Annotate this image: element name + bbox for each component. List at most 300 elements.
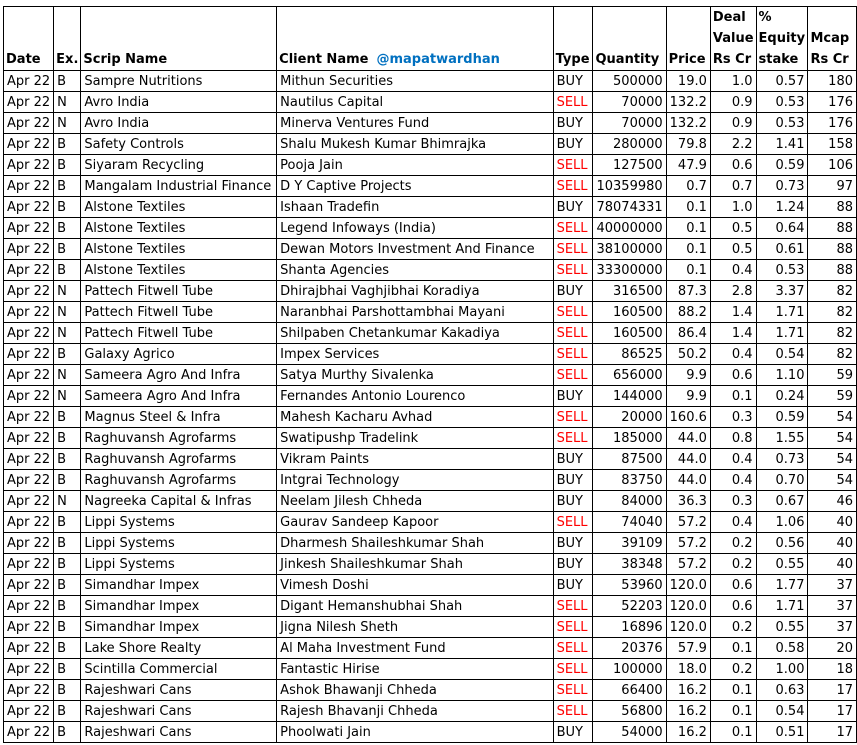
cell-client: Al Maha Investment Fund — [277, 638, 553, 659]
cell-scrip: Avro India — [81, 113, 277, 134]
cell-exchange: B — [54, 407, 81, 428]
cell-deal-value: 0.2 — [710, 554, 756, 575]
cell-mcap: 40 — [808, 533, 857, 554]
cell-deal-value: 0.6 — [710, 155, 756, 176]
cell-client: Neelam Jilesh Chheda — [277, 491, 553, 512]
table-row — [4, 71, 857, 92]
cell-exchange: B — [54, 638, 81, 659]
cell-deal-value: 0.2 — [710, 659, 756, 680]
cell-scrip: Sampre Nutritions — [81, 71, 277, 92]
cell-mcap: 176 — [808, 92, 857, 113]
cell-exchange: B — [54, 659, 81, 680]
cell-exchange: B — [54, 680, 81, 701]
cell-quantity: 185000 — [593, 428, 666, 449]
cell-scrip: Pattech Fitwell Tube — [81, 281, 277, 302]
cell-scrip: Pattech Fitwell Tube — [81, 323, 277, 344]
cell-quantity: 70000 — [593, 92, 666, 113]
cell-date: Apr 22 — [4, 449, 54, 470]
cell-deal-value: 0.4 — [710, 512, 756, 533]
cell-quantity: 500000 — [593, 71, 666, 92]
cell-type: SELL — [553, 365, 593, 386]
header-mcap: Mcap Rs Cr — [808, 7, 857, 71]
twitter-handle: @mapatwardhan — [376, 52, 500, 67]
cell-type: BUY — [553, 533, 593, 554]
cell-type: BUY — [553, 554, 593, 575]
cell-mcap: 20 — [808, 638, 857, 659]
table-row — [4, 386, 857, 407]
cell-equity-stake: 0.24 — [756, 386, 808, 407]
cell-date: Apr 22 — [4, 134, 54, 155]
cell-scrip: Lake Shore Realty — [81, 638, 277, 659]
header-date: Date — [4, 7, 54, 71]
cell-equity-stake: 1.55 — [756, 428, 808, 449]
cell-exchange: B — [54, 218, 81, 239]
cell-type: SELL — [553, 659, 593, 680]
block-deals-table — [3, 6, 857, 743]
cell-type: SELL — [553, 638, 593, 659]
table-row — [4, 113, 857, 134]
cell-client: Minerva Ventures Fund — [277, 113, 553, 134]
cell-deal-value: 0.1 — [710, 722, 756, 743]
header-type: Type — [553, 7, 593, 71]
header-client-label: Client Name — [279, 52, 369, 67]
header-equity-stake: % Equity stake — [756, 7, 808, 71]
cell-price: 120.0 — [666, 617, 710, 638]
table-row — [4, 176, 857, 197]
cell-scrip: Sameera Agro And Infra — [81, 365, 277, 386]
cell-date: Apr 22 — [4, 365, 54, 386]
cell-equity-stake: 0.51 — [756, 722, 808, 743]
cell-date: Apr 22 — [4, 386, 54, 407]
cell-scrip: Rajeshwari Cans — [81, 701, 277, 722]
cell-client: Gaurav Sandeep Kapoor — [277, 512, 553, 533]
cell-equity-stake: 1.71 — [756, 323, 808, 344]
cell-quantity: 144000 — [593, 386, 666, 407]
cell-deal-value: 0.7 — [710, 176, 756, 197]
cell-date: Apr 22 — [4, 638, 54, 659]
cell-scrip: Lippi Systems — [81, 533, 277, 554]
cell-scrip: Safety Controls — [81, 134, 277, 155]
cell-date: Apr 22 — [4, 428, 54, 449]
cell-mcap: 17 — [808, 701, 857, 722]
cell-type: BUY — [553, 470, 593, 491]
cell-price: 0.1 — [666, 218, 710, 239]
cell-price: 57.9 — [666, 638, 710, 659]
cell-equity-stake: 0.64 — [756, 218, 808, 239]
cell-date: Apr 22 — [4, 407, 54, 428]
cell-mcap: 88 — [808, 260, 857, 281]
cell-scrip: Pattech Fitwell Tube — [81, 302, 277, 323]
cell-quantity: 20000 — [593, 407, 666, 428]
cell-equity-stake: 1.24 — [756, 197, 808, 218]
cell-price: 132.2 — [666, 92, 710, 113]
cell-date: Apr 22 — [4, 323, 54, 344]
cell-mcap: 40 — [808, 512, 857, 533]
cell-date: Apr 22 — [4, 617, 54, 638]
cell-client: Naranbhai Parshottambhai Mayani — [277, 302, 553, 323]
cell-mcap: 82 — [808, 281, 857, 302]
table-row — [4, 428, 857, 449]
cell-mcap: 54 — [808, 449, 857, 470]
cell-mcap: 17 — [808, 680, 857, 701]
cell-equity-stake: 0.61 — [756, 239, 808, 260]
cell-exchange: B — [54, 575, 81, 596]
cell-deal-value: 0.6 — [710, 575, 756, 596]
table-row — [4, 512, 857, 533]
cell-date: Apr 22 — [4, 71, 54, 92]
table-row — [4, 260, 857, 281]
table-row — [4, 407, 857, 428]
cell-client: Shanta Agencies — [277, 260, 553, 281]
cell-type: SELL — [553, 176, 593, 197]
cell-equity-stake: 0.55 — [756, 554, 808, 575]
cell-equity-stake: 0.54 — [756, 344, 808, 365]
cell-quantity: 10359980 — [593, 176, 666, 197]
cell-scrip: Mangalam Industrial Finance — [81, 176, 277, 197]
cell-client: Dharmesh Shaileshkumar Shah — [277, 533, 553, 554]
cell-date: Apr 22 — [4, 680, 54, 701]
cell-deal-value: 0.4 — [710, 344, 756, 365]
cell-client: Impex Services — [277, 344, 553, 365]
cell-deal-value: 0.3 — [710, 491, 756, 512]
cell-quantity: 656000 — [593, 365, 666, 386]
cell-quantity: 160500 — [593, 302, 666, 323]
cell-date: Apr 22 — [4, 575, 54, 596]
cell-client: Jigna Nilesh Sheth — [277, 617, 553, 638]
cell-scrip: Rajeshwari Cans — [81, 722, 277, 743]
cell-price: 0.1 — [666, 239, 710, 260]
cell-scrip: Lippi Systems — [81, 554, 277, 575]
cell-quantity: 87500 — [593, 449, 666, 470]
cell-exchange: B — [54, 554, 81, 575]
table-row — [4, 218, 857, 239]
cell-type: SELL — [553, 323, 593, 344]
cell-deal-value: 0.2 — [710, 617, 756, 638]
cell-date: Apr 22 — [4, 722, 54, 743]
cell-deal-value: 0.9 — [710, 92, 756, 113]
cell-scrip: Alstone Textiles — [81, 260, 277, 281]
cell-mcap: 59 — [808, 386, 857, 407]
cell-exchange: N — [54, 491, 81, 512]
cell-quantity: 16896 — [593, 617, 666, 638]
cell-type: SELL — [553, 155, 593, 176]
cell-mcap: 88 — [808, 197, 857, 218]
cell-mcap: 37 — [808, 596, 857, 617]
table-row — [4, 722, 857, 743]
cell-type: SELL — [553, 701, 593, 722]
table-row — [4, 302, 857, 323]
cell-type: SELL — [553, 302, 593, 323]
cell-deal-value: 0.9 — [710, 113, 756, 134]
cell-equity-stake: 1.71 — [756, 302, 808, 323]
cell-price: 16.2 — [666, 722, 710, 743]
cell-type: SELL — [553, 407, 593, 428]
cell-client: D Y Captive Projects — [277, 176, 553, 197]
cell-equity-stake: 0.59 — [756, 407, 808, 428]
cell-date: Apr 22 — [4, 260, 54, 281]
cell-client: Shilpaben Chetankumar Kakadiya — [277, 323, 553, 344]
cell-type: BUY — [553, 71, 593, 92]
cell-quantity: 84000 — [593, 491, 666, 512]
cell-exchange: N — [54, 323, 81, 344]
cell-date: Apr 22 — [4, 596, 54, 617]
cell-date: Apr 22 — [4, 512, 54, 533]
cell-scrip: Simandhar Impex — [81, 596, 277, 617]
cell-mcap: 97 — [808, 176, 857, 197]
cell-client: Mahesh Kacharu Avhad — [277, 407, 553, 428]
cell-date: Apr 22 — [4, 302, 54, 323]
cell-mcap: 46 — [808, 491, 857, 512]
cell-quantity: 54000 — [593, 722, 666, 743]
table-row — [4, 596, 857, 617]
cell-equity-stake: 0.58 — [756, 638, 808, 659]
cell-quantity: 40000000 — [593, 218, 666, 239]
cell-deal-value: 1.0 — [710, 197, 756, 218]
cell-quantity: 86525 — [593, 344, 666, 365]
cell-scrip: Simandhar Impex — [81, 575, 277, 596]
cell-equity-stake: 0.67 — [756, 491, 808, 512]
cell-deal-value: 1.4 — [710, 323, 756, 344]
cell-price: 0.1 — [666, 260, 710, 281]
cell-type: BUY — [553, 722, 593, 743]
cell-quantity: 38100000 — [593, 239, 666, 260]
cell-exchange: B — [54, 155, 81, 176]
cell-date: Apr 22 — [4, 113, 54, 134]
cell-client: Rajesh Bhavanji Chheda — [277, 701, 553, 722]
cell-equity-stake: 0.63 — [756, 680, 808, 701]
cell-deal-value: 1.4 — [710, 302, 756, 323]
cell-exchange: B — [54, 344, 81, 365]
cell-deal-value: 0.5 — [710, 239, 756, 260]
table-row — [4, 470, 857, 491]
cell-client: Pooja Jain — [277, 155, 553, 176]
cell-type: SELL — [553, 680, 593, 701]
cell-price: 160.6 — [666, 407, 710, 428]
cell-equity-stake: 0.73 — [756, 449, 808, 470]
cell-exchange: B — [54, 71, 81, 92]
table-row — [4, 680, 857, 701]
cell-type: SELL — [553, 260, 593, 281]
cell-equity-stake: 3.37 — [756, 281, 808, 302]
cell-type: SELL — [553, 239, 593, 260]
cell-type: BUY — [553, 449, 593, 470]
table-row — [4, 554, 857, 575]
cell-date: Apr 22 — [4, 491, 54, 512]
cell-price: 9.9 — [666, 386, 710, 407]
cell-equity-stake: 0.59 — [756, 155, 808, 176]
table-row — [4, 239, 857, 260]
header-row — [4, 7, 857, 71]
cell-date: Apr 22 — [4, 554, 54, 575]
cell-date: Apr 22 — [4, 92, 54, 113]
cell-deal-value: 0.5 — [710, 218, 756, 239]
cell-deal-value: 1.0 — [710, 71, 756, 92]
cell-price: 57.2 — [666, 533, 710, 554]
cell-type: BUY — [553, 491, 593, 512]
cell-deal-value: 0.6 — [710, 596, 756, 617]
cell-scrip: Magnus Steel & Infra — [81, 407, 277, 428]
cell-price: 88.2 — [666, 302, 710, 323]
table-row — [4, 617, 857, 638]
cell-scrip: Lippi Systems — [81, 512, 277, 533]
header-price: Price — [666, 7, 710, 71]
cell-deal-value: 0.4 — [710, 470, 756, 491]
cell-quantity: 66400 — [593, 680, 666, 701]
cell-quantity: 100000 — [593, 659, 666, 680]
cell-exchange: N — [54, 302, 81, 323]
cell-mcap: 82 — [808, 323, 857, 344]
cell-deal-value: 0.3 — [710, 407, 756, 428]
cell-mcap: 37 — [808, 617, 857, 638]
cell-date: Apr 22 — [4, 155, 54, 176]
header-quantity: Quantity — [593, 7, 666, 71]
cell-mcap: 82 — [808, 302, 857, 323]
cell-quantity: 74040 — [593, 512, 666, 533]
cell-exchange: N — [54, 113, 81, 134]
cell-price: 0.1 — [666, 197, 710, 218]
cell-deal-value: 0.1 — [710, 680, 756, 701]
cell-exchange: B — [54, 239, 81, 260]
cell-price: 36.3 — [666, 491, 710, 512]
cell-date: Apr 22 — [4, 470, 54, 491]
cell-type: SELL — [553, 596, 593, 617]
table-row — [4, 575, 857, 596]
cell-deal-value: 0.8 — [710, 428, 756, 449]
cell-scrip: Raghuvansh Agrofarms — [81, 428, 277, 449]
cell-mcap: 18 — [808, 659, 857, 680]
cell-quantity: 280000 — [593, 134, 666, 155]
cell-scrip: Alstone Textiles — [81, 218, 277, 239]
cell-date: Apr 22 — [4, 281, 54, 302]
cell-type: BUY — [553, 575, 593, 596]
cell-mcap: 88 — [808, 239, 857, 260]
cell-quantity: 52203 — [593, 596, 666, 617]
cell-equity-stake: 0.53 — [756, 260, 808, 281]
cell-exchange: N — [54, 281, 81, 302]
cell-price: 44.0 — [666, 449, 710, 470]
cell-price: 16.2 — [666, 680, 710, 701]
cell-scrip: Nagreeka Capital & Infras — [81, 491, 277, 512]
cell-date: Apr 22 — [4, 218, 54, 239]
cell-mcap: 54 — [808, 428, 857, 449]
cell-exchange: B — [54, 722, 81, 743]
cell-exchange: B — [54, 176, 81, 197]
cell-equity-stake: 0.53 — [756, 113, 808, 134]
cell-equity-stake: 0.57 — [756, 71, 808, 92]
cell-scrip: Avro India — [81, 92, 277, 113]
cell-price: 79.8 — [666, 134, 710, 155]
cell-equity-stake: 0.55 — [756, 617, 808, 638]
cell-type: SELL — [553, 92, 593, 113]
cell-equity-stake: 1.41 — [756, 134, 808, 155]
table-row — [4, 365, 857, 386]
table-row — [4, 134, 857, 155]
table-row — [4, 323, 857, 344]
cell-mcap: 54 — [808, 470, 857, 491]
cell-exchange: B — [54, 197, 81, 218]
cell-quantity: 160500 — [593, 323, 666, 344]
cell-price: 120.0 — [666, 575, 710, 596]
cell-exchange: B — [54, 470, 81, 491]
cell-deal-value: 0.1 — [710, 386, 756, 407]
cell-mcap: 180 — [808, 71, 857, 92]
cell-client: Ashok Bhawanji Chheda — [277, 680, 553, 701]
cell-price: 9.9 — [666, 365, 710, 386]
cell-client: Swatipushp Tradelink — [277, 428, 553, 449]
cell-client: Shalu Mukesh Kumar Bhimrajka — [277, 134, 553, 155]
cell-deal-value: 2.8 — [710, 281, 756, 302]
cell-deal-value: 0.1 — [710, 638, 756, 659]
cell-scrip: Simandhar Impex — [81, 617, 277, 638]
cell-exchange: B — [54, 134, 81, 155]
cell-client: Digant Hemanshubhai Shah — [277, 596, 553, 617]
cell-quantity: 20376 — [593, 638, 666, 659]
cell-quantity: 83750 — [593, 470, 666, 491]
cell-scrip: Sameera Agro And Infra — [81, 386, 277, 407]
cell-price: 44.0 — [666, 428, 710, 449]
cell-deal-value: 0.4 — [710, 449, 756, 470]
header-exchange: Ex. — [54, 7, 81, 71]
cell-exchange: N — [54, 386, 81, 407]
cell-date: Apr 22 — [4, 197, 54, 218]
cell-equity-stake: 1.00 — [756, 659, 808, 680]
cell-client: Legend Infoways (India) — [277, 218, 553, 239]
cell-price: 132.2 — [666, 113, 710, 134]
cell-mcap: 59 — [808, 365, 857, 386]
cell-client: Dhirajbhai Vaghjibhai Koradiya — [277, 281, 553, 302]
cell-quantity: 316500 — [593, 281, 666, 302]
cell-price: 47.9 — [666, 155, 710, 176]
cell-exchange: B — [54, 260, 81, 281]
table-row — [4, 92, 857, 113]
cell-quantity: 70000 — [593, 113, 666, 134]
cell-type: BUY — [553, 113, 593, 134]
cell-date: Apr 22 — [4, 344, 54, 365]
cell-price: 16.2 — [666, 701, 710, 722]
cell-quantity: 127500 — [593, 155, 666, 176]
cell-client: Intgrai Technology — [277, 470, 553, 491]
cell-exchange: B — [54, 428, 81, 449]
cell-exchange: B — [54, 596, 81, 617]
cell-client: Satya Murthy Sivalenka — [277, 365, 553, 386]
cell-type: SELL — [553, 344, 593, 365]
cell-price: 86.4 — [666, 323, 710, 344]
cell-deal-value: 0.6 — [710, 365, 756, 386]
cell-equity-stake: 1.71 — [756, 596, 808, 617]
table-row — [4, 197, 857, 218]
cell-scrip: Alstone Textiles — [81, 197, 277, 218]
cell-mcap: 82 — [808, 344, 857, 365]
cell-quantity: 56800 — [593, 701, 666, 722]
cell-equity-stake: 0.54 — [756, 701, 808, 722]
cell-type: SELL — [553, 512, 593, 533]
cell-quantity: 39109 — [593, 533, 666, 554]
cell-equity-stake: 0.56 — [756, 533, 808, 554]
table-row — [4, 491, 857, 512]
cell-date: Apr 22 — [4, 176, 54, 197]
cell-type: BUY — [553, 281, 593, 302]
table-row — [4, 533, 857, 554]
cell-scrip: Alstone Textiles — [81, 239, 277, 260]
cell-client: Vimesh Doshi — [277, 575, 553, 596]
header-deal-value: Deal Value Rs Cr — [710, 7, 756, 71]
cell-scrip: Scintilla Commercial — [81, 659, 277, 680]
cell-exchange: B — [54, 533, 81, 554]
cell-mcap: 88 — [808, 218, 857, 239]
cell-mcap: 37 — [808, 575, 857, 596]
cell-date: Apr 22 — [4, 701, 54, 722]
cell-price: 87.3 — [666, 281, 710, 302]
